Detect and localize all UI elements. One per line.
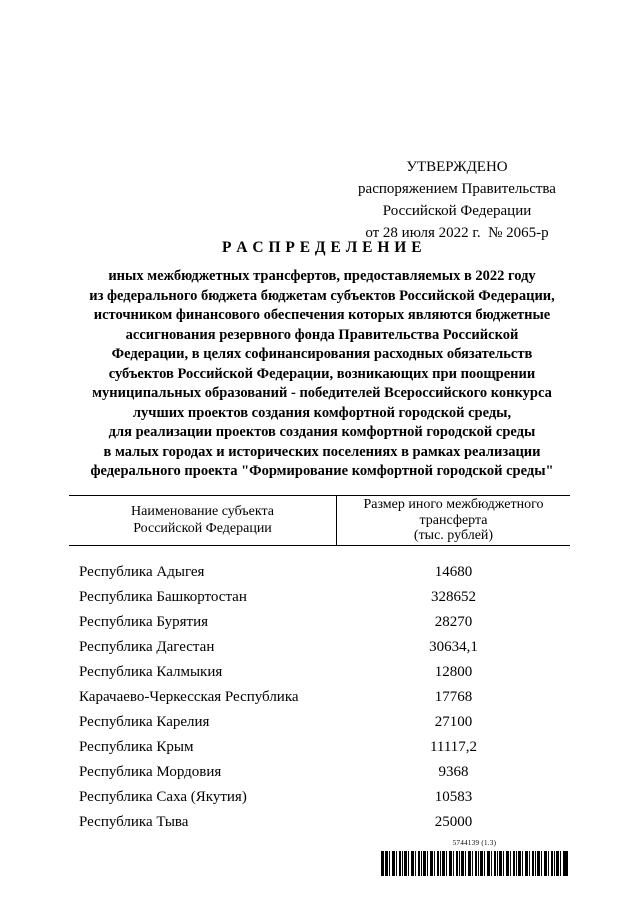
table-row <box>69 685 570 710</box>
subtitle-line: федерального проекта "Формирование комфортной городской среды" <box>90 463 554 479</box>
transfer-amount: 28270 <box>434 614 473 630</box>
approval-line: Российской Федерации <box>382 203 532 219</box>
transfer-amount: 9368 <box>438 764 469 780</box>
transfer-amount: 10583 <box>434 789 473 805</box>
approval-block <box>336 90 578 244</box>
table-header-row <box>69 495 570 546</box>
document-subtitle <box>33 267 611 482</box>
table-row <box>69 810 570 835</box>
table-row <box>69 785 570 810</box>
column-header-amount <box>337 496 570 545</box>
header-line: трансферта <box>419 512 488 528</box>
subtitle-line: муниципальных образований - победителей Всероссийского конкурса <box>92 385 552 401</box>
header-line: (тыс. рублей) <box>413 528 494 543</box>
approval-line: от 28 июля 2022 г. № 2065-р <box>365 225 549 241</box>
subject-name: Республика Башкортостан <box>79 589 247 605</box>
transfer-amount: 11117,2 <box>429 739 478 755</box>
subject-name: Республика Карелия <box>79 714 210 730</box>
subtitle-line: из федерального бюджета бюджетам субъектов Российской Федерации, <box>89 287 555 304</box>
subtitle-line: иных межбюджетных трансфертов, предоставляемых в 2022 году <box>108 268 536 284</box>
barcode-number: 5744139 (1.3) <box>452 839 497 847</box>
subtitle-line: ассигнования резервного фонда Правительства Российской <box>125 326 519 343</box>
subtitle-line: субъектов Российской Федерации, возникающих при поощрении <box>108 365 536 382</box>
barcode-block <box>381 839 568 876</box>
table-row <box>69 635 570 660</box>
table-row <box>69 710 570 735</box>
approval-line: УТВЕРЖДЕНО <box>406 159 508 175</box>
table-row <box>69 560 570 585</box>
subject-name: Карачаево-Черкесская Республика <box>79 689 299 705</box>
approval-line: распоряжением Правительства <box>358 181 556 197</box>
transfer-amount: 30634,1 <box>429 639 478 655</box>
subtitle-line: для реализации проектов создания комфортной городской среды <box>108 424 536 440</box>
table-body <box>69 560 570 835</box>
subject-name: Республика Саха (Якутия) <box>79 789 247 805</box>
header-line: Российской Федерации <box>133 521 272 536</box>
subtitle-line: лучших проектов создания комфортной городской среды, <box>132 404 512 421</box>
table-row <box>69 585 570 610</box>
subject-name: Республика Дагестан <box>79 639 215 655</box>
table-row <box>69 735 570 760</box>
transfer-amount: 328652 <box>431 589 476 605</box>
subject-name: Республика Адыгея <box>79 564 205 580</box>
transfer-amount: 17768 <box>434 689 473 705</box>
table-row <box>69 610 570 635</box>
table-row <box>69 660 570 685</box>
table-row <box>69 760 570 785</box>
subtitle-line: источником финансового обеспечения которых являются бюджетные <box>93 307 551 323</box>
subtitle-line: в малых городах и исторических поселениях в рамках реализации <box>103 443 541 460</box>
transfer-amount: 12800 <box>434 664 473 680</box>
transfer-amount: 25000 <box>434 814 473 830</box>
subject-name: Республика Тыва <box>79 814 189 830</box>
subject-name: Республика Крым <box>79 739 194 755</box>
transfer-amount: 27100 <box>434 714 473 730</box>
subtitle-line: Федерации, в целях софинансирования расходных обязательств <box>111 346 533 362</box>
subject-name: Республика Мордовия <box>79 764 222 780</box>
header-line: Наименование субъекта <box>131 504 274 519</box>
subject-name: Республика Калмыкия <box>79 664 223 680</box>
header-line: Размер иного межбюджетного <box>363 497 544 512</box>
barcode <box>381 851 568 876</box>
transfers-table <box>69 495 570 835</box>
document-title: Р А С П Р Е Д Е Л Е Н И Е <box>221 239 423 256</box>
column-header-subject <box>69 496 337 545</box>
subject-name: Республика Бурятия <box>79 614 209 630</box>
transfer-amount: 14680 <box>434 564 473 580</box>
